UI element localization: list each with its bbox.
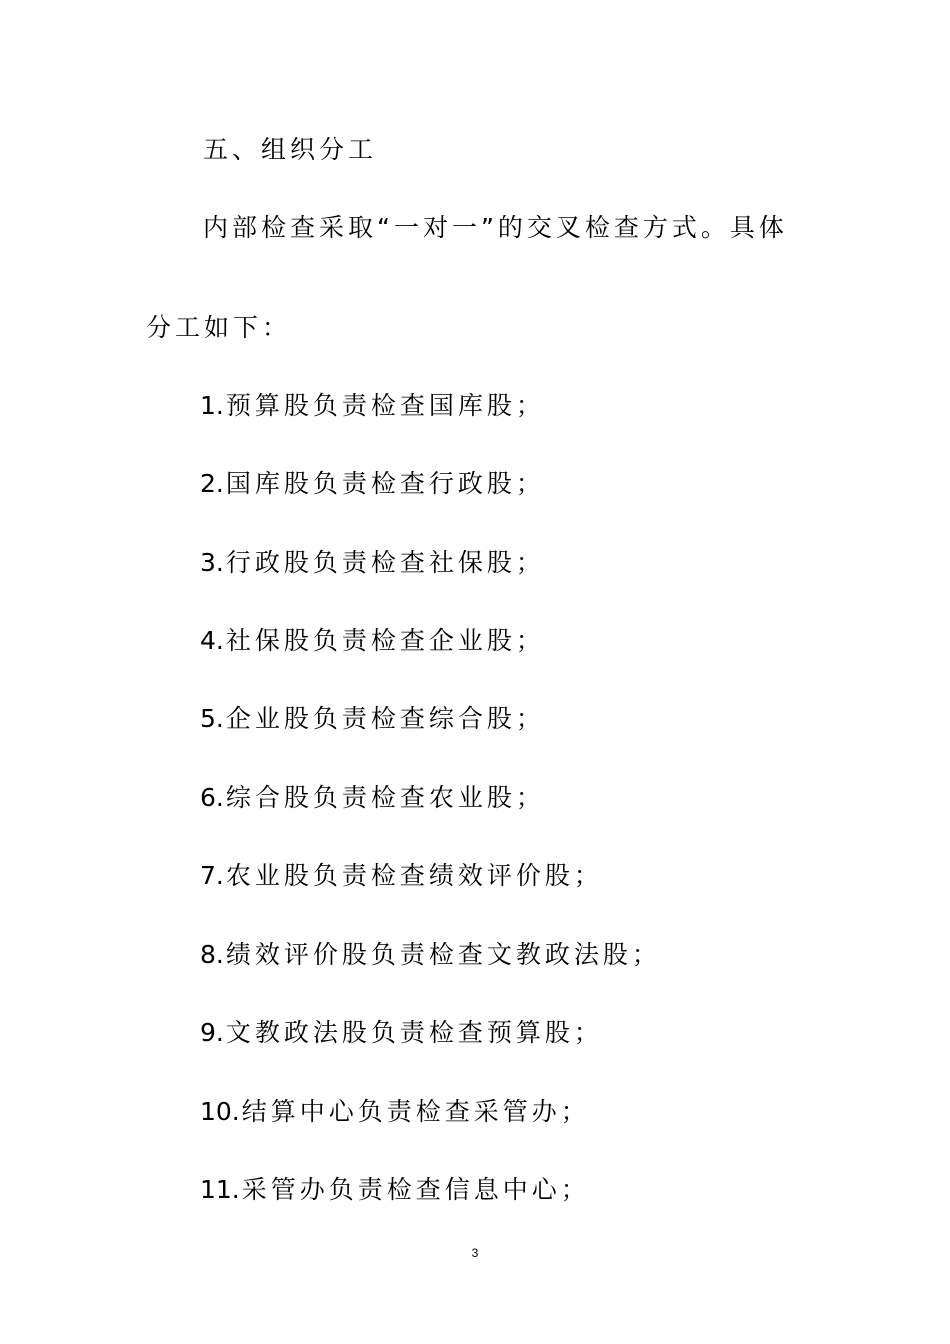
list-item-text: 文教政法股负责检查预算股； <box>225 1018 603 1047</box>
list-item-number: 6. <box>200 783 224 812</box>
list-item-text: 绩效评价股负责检查文教政法股； <box>225 940 661 969</box>
list-item-text: 行政股负责检查社保股； <box>225 548 545 577</box>
list-item-number: 8. <box>200 940 224 969</box>
list-item-number: 5. <box>200 704 224 733</box>
paragraph-line-2: 分工如下： <box>146 313 292 342</box>
list-item-number: 2. <box>200 469 224 498</box>
list-item-text: 综合股负责检查农业股； <box>225 783 545 812</box>
list-item-text: 采管办负责检查信息中心； <box>241 1175 590 1204</box>
list-item-number: 1. <box>200 391 224 420</box>
list-item-text: 企业股负责检查综合股； <box>225 704 545 733</box>
list-item <box>200 1173 590 1207</box>
list-item <box>200 624 545 658</box>
list-item-text: 预算股负责检查国库股； <box>225 391 545 420</box>
list-item-number: 4. <box>200 626 224 655</box>
list-item <box>200 467 545 501</box>
list-item <box>200 1095 590 1129</box>
list-item-number: 11. <box>200 1175 240 1204</box>
list-item <box>200 781 545 815</box>
list-item <box>200 702 545 736</box>
list-item-number: 3. <box>200 548 224 577</box>
list-item-text: 结算中心负责检查采管办； <box>241 1097 590 1126</box>
list-item <box>200 938 661 972</box>
list-item <box>200 1016 603 1050</box>
list-item-number: 9. <box>200 1018 224 1047</box>
list-item <box>200 546 545 580</box>
list-item-text: 农业股负责检查绩效评价股； <box>225 861 603 890</box>
list-item-number: 10. <box>200 1097 240 1126</box>
page-number: 3 <box>471 1246 479 1260</box>
list-item <box>200 389 545 423</box>
section-heading: 五、组织分工 <box>203 135 378 164</box>
list-item-text: 国库股负责检查行政股； <box>225 469 545 498</box>
paragraph-line-1: 内部检查采取“一对一”的交叉检查方式。具体 <box>203 213 788 242</box>
list-item-number: 7. <box>200 861 224 890</box>
list-item-text: 社保股负责检查企业股； <box>225 626 545 655</box>
list-item <box>200 859 603 893</box>
